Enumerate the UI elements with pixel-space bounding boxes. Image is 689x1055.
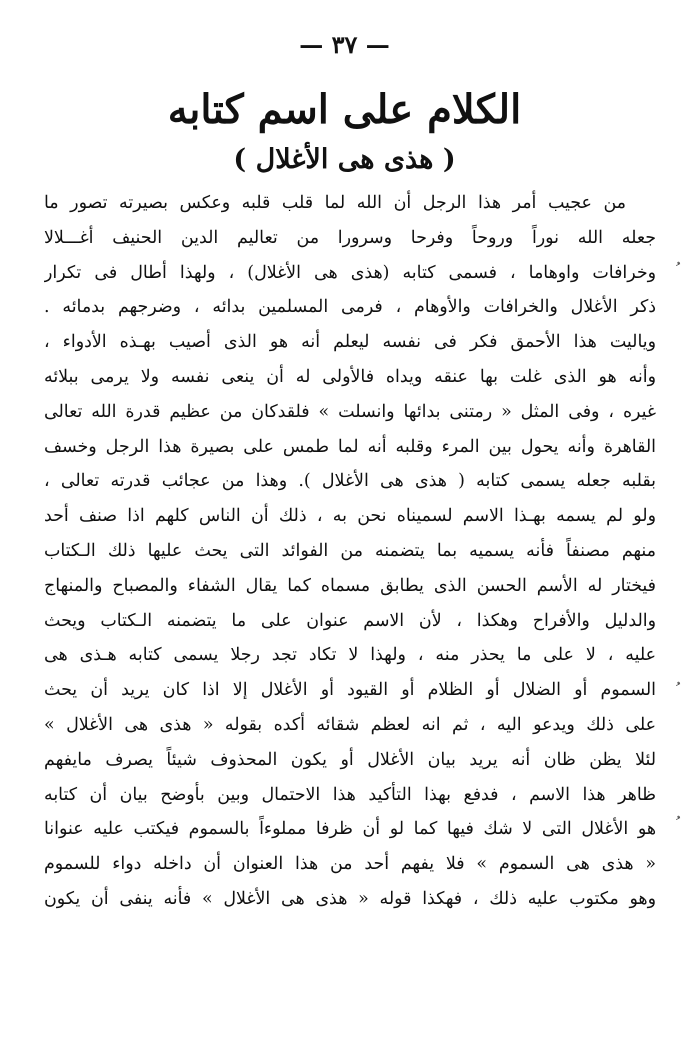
- text-line: والدليل والأفراح وهكذا ، لأن الاسم عنوان على ما يتضمنه الـكتاب ويحث: [44, 610, 656, 631]
- text-line: عليه ، لا على ما يحذر منه ، ولهذا لا تكاد تجد رجلا يسمى كتابه هـذى هى: [44, 645, 656, 666]
- text-line: بقلبه جعله يسمى كتابه ( هذى هى الأغلال ). وهذا من عجائب قدرته تعالى ،: [44, 471, 656, 492]
- text-line: لئلا يظن ظان أنه يريد بيان الأغلال أو يكون المحذوف شيئاً يصرف مايفهم: [44, 749, 656, 770]
- text-line: من عجيب أمر هذا الرجل أن الله لما قلب قلبه وعكس بصيرته تصور ما: [44, 193, 626, 213]
- text-line: على ذلك ويدعو اليه ، ثم انه لعظم شقائه أكده بقوله « هذى هى الأغلال »: [44, 714, 656, 735]
- chapter-title: الكلام على اسم كتابه: [167, 86, 522, 133]
- text-line: غيره ، وفى المثل « رمتنى بدائها وانسلت » فلقدكان من عظيم قدرة الله تعالى: [44, 401, 656, 422]
- text-line: منهم مصنفاً فأنه يسميه بما يتضمنه من الفوائد التى يحث عليها ذلك الـكتاب: [44, 540, 656, 561]
- text-line: جعله الله نوراً وروحاً وفرحا وسرورا من تعاليم الدين الحنيف أغـــلالا: [44, 227, 656, 248]
- text-line: وخرافات واوهاما ، فسمى كتابه (هذى هى الأغلال) ، ولهذا أطال فى تكرار: [44, 262, 656, 283]
- margin-mark: ﹸ: [676, 682, 681, 698]
- text-line: « هذى هى السموم » فلا يفهم أحد من هذا العنوان أن داخله دواء للسموم: [44, 854, 656, 875]
- text-line: وياليت هذا الأحمق فكر فى نفسه ليعلم أنه هو الذى أصيب بهـذه الأدواء ،: [44, 332, 656, 353]
- margin-mark: ﹸ: [676, 816, 681, 832]
- text-line: وهو مكتوب عليه ذلك ، فهكذا قوله « هذى هى الأغلال » فأنه ينفى أن يكون: [44, 888, 656, 909]
- chapter-subtitle: ( هذى هى الأغلال ): [233, 144, 456, 175]
- text-line: ولو لم يسمه بهـذا الاسم لسميناه نحن به ، ذلك أن الناس كلهم اذا صنف أحد: [44, 506, 656, 527]
- text-line: السموم أو الضلال أو الظلام أو القيود أو الأغلال إلا اذا كان يريد أن يحث: [44, 680, 656, 701]
- text-line: القاهرة وأنه يحول بين المرء وقلبه أنه لما طمس على بصيرة هذا الرجل وخسف: [44, 436, 656, 457]
- page-number: — ٣٧ —: [299, 30, 390, 59]
- text-line: هو الأغلال التى لا شك فيها كما لو أن ظرفا مملوءاً بالسموم فيكتب عليه عنوانا: [44, 819, 656, 840]
- margin-mark: ﹸ: [676, 262, 681, 278]
- text-line: فيختار له الأسم الحسن الذى يطابق مسماه كما يقال الشفاء والمصباح والمنهاج: [44, 575, 656, 596]
- text-line: ظاهر هذا الاسم ، فدفع بهذا التأكيد هذا الاحتمال وبين بأوضح بيان أن كتابه: [44, 784, 656, 805]
- body-text: [44, 186, 656, 917]
- text-line: ذكر الأغلال والخرافات والأوهام ، فرمى المسلمين بدائه ، وضرجهم بدمائه .: [44, 297, 656, 318]
- text-line: وأنه هو الذى غلت بها عنقه ويداه فالأولى له أن ينعى نفسه ولا يرمى ببلائه: [44, 366, 656, 387]
